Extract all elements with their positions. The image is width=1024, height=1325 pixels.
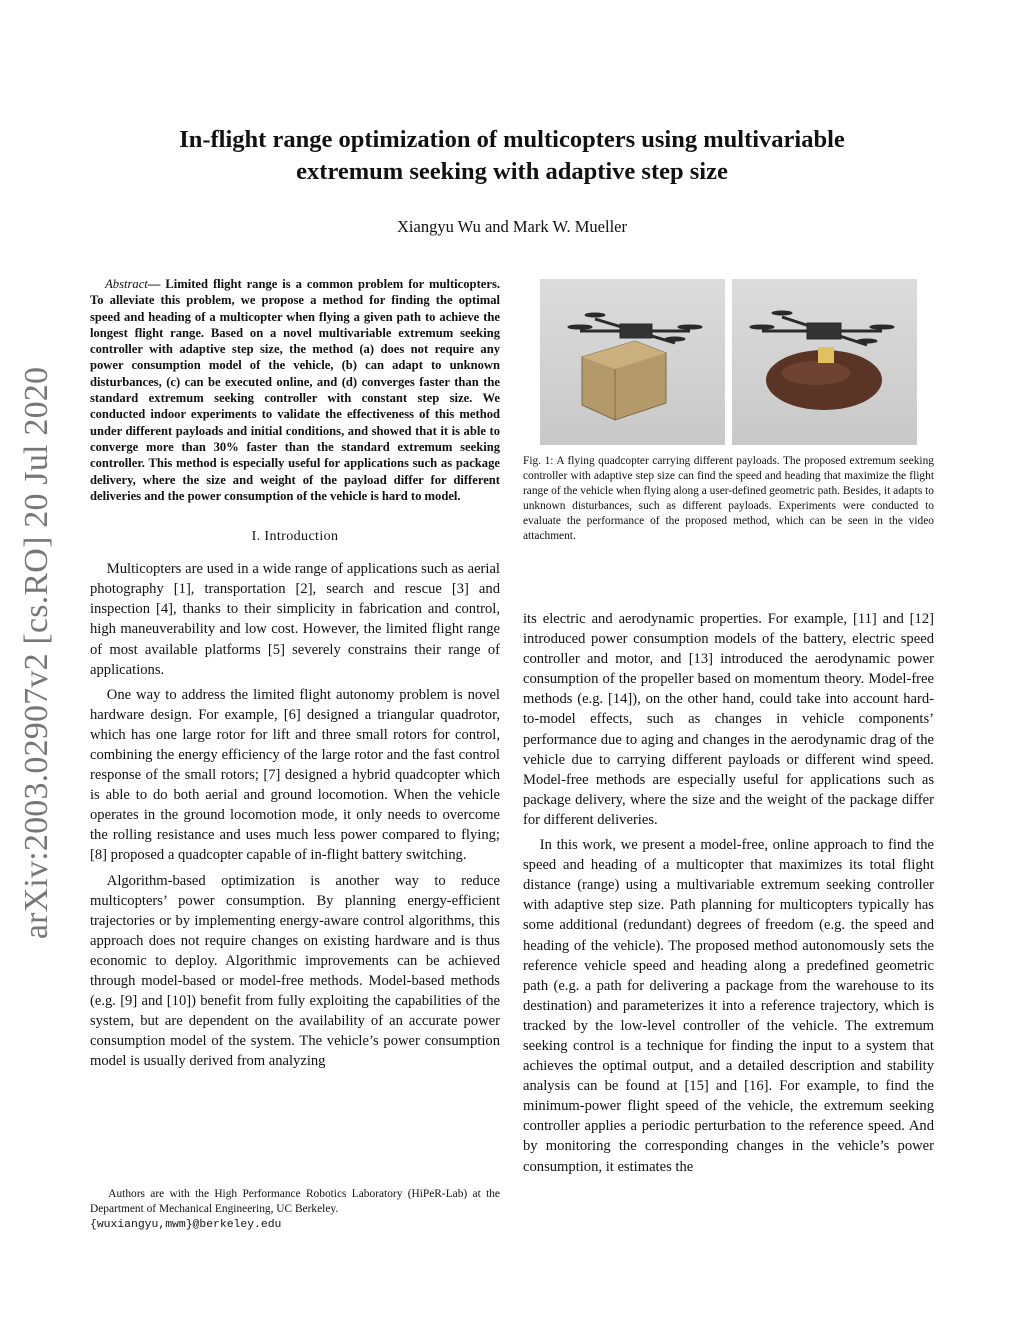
paper-title xyxy=(100,124,924,188)
figure-1 xyxy=(540,279,917,445)
right-paragraph-2: In this work, we present a model-free, online approach to find the speed and heading of a multicopter that maximizes its total flight distance (range) using a multivariable extremum seeking controller with adaptive step size. Path planning for multicopters typically has some additional (redundant) degrees of freedom (e.g. the speed and heading of the vehicle). The proposed method autonomously sets the reference vehicle speed and heading along a predefined geometric path (e.g. a path for delivering a package from the warehouse to its destination) and parameterizes it into a reference trajectory, which is tracked by the low-level controller of the vehicle. The extremum seeking control is a technique for finding the input to a system that achieves the optimal output, and a detailed description and stability analysis can be found at [15] and [16]. For example, to find the minimum-power flight speed of the vehicle, the extremum seeking controller applies a periodic perturbation to the reference speed. And by monitoring the corresponding changes in the vehicle’s power consumption, it estimates the xyxy=(523,837,934,1175)
abstract xyxy=(90,276,500,504)
title-line-1: In-flight range optimization of multicopters using multivariable xyxy=(179,126,845,153)
figure-caption: Fig. 1: A flying quadcopter carrying different payloads. The proposed extremum seeking controller with adaptive step size can find the speed and heading that maximize the flight range of the vehicle when flying along a user-defined geometric path. Besides, it adapts to unknown disturbances, such as different payloads. Experiments were conducted to evaluate the performance of the proposed method, which can be seen in the video attachment. xyxy=(523,455,934,543)
arxiv-id: arXiv:2003.02907v2 [cs.RO] 20 Jul 2020 xyxy=(18,366,55,939)
left-column xyxy=(90,276,500,1077)
abstract-text: — Limited flight range is a common problem for multicopters. To alleviate this problem, we propose a method for finding the optimal speed and heading of a multicopter when flying a given path to achieve the longest flight range. Based on a novel multivariable extremum seeking controller with adaptive step size, the method (a) does not require any power consumption model of the vehicle, (b) can adapt to unknown disturbances, (c) can be executed online, and (d) converges faster than the standard extremum seeking controller with constant step size. We conducted indoor experiments to validate the effectiveness of this method under different payloads and initial conditions, and showed that it is able to converge more than 30% faster than the standard extremum seeking controller. This method is especially useful for applications such as package delivery, where the size and weight of the payload differ for different deliveries and the power consumption of the vehicle is hard to model. xyxy=(90,277,500,503)
right-paragraph-1: its electric and aerodynamic properties. For example, [11] and [12] introduced power consumption models of the battery, electric speed controller and motor, and [13] introduced the aerodynamic power consumption of the propeller based on momentum theory. Model-free methods (e.g. [14]), on the other hand, could take into account hard-to-model effects, such as changes in vehicle components’ performance due to aging and changes in the aerodynamic drag of the vehicle due to carrying different payloads or different wind speed. Model-free methods are especially useful for applications such as package delivery, where the size and the weight of the package differ for different deliveries. xyxy=(523,611,934,828)
section-heading-introduction: I. Introduction xyxy=(251,529,339,545)
title-line-2: extremum seeking with adaptive step size xyxy=(296,158,728,185)
intro-paragraph-1: Multicopters are used in a wide range of applications such as aerial photography [1], transportation [2], search and rescue [3] and inspection [4], thanks to their simplicity in fabrication and control, high maneuverability and low cost. However, the limited flight range of most available platforms [5] severely constrains their range of applications. xyxy=(90,561,500,678)
intro-paragraph-3: Algorithm-based optimization is another way to reduce multicopters’ power consumption. By planning energy-efficient trajectories or by implementing energy-aware control algorithms, this approach does not require changes on existing hardware and is thus economic to deploy. Algorithmic improvements can be achieved through model-based or model-free methods. Model-based methods (e.g. [9] and [10]) benefit from fully exploiting the capabilities of the system, but are dependent on the availability of an accurate power consumption model of the system. The vehicle’s power consumption model is usually derived from analyzing xyxy=(90,872,500,1070)
footnote-text: Authors are with the High Performance Robotics Laboratory (HiPeR-Lab) at the Department of Mechanical Engineering, UC Berkeley. xyxy=(90,1188,500,1215)
quadcopter-box-illustration xyxy=(540,279,725,445)
author-footnote xyxy=(90,1187,500,1233)
intro-paragraph-2: One way to address the limited flight autonomy problem is novel hardware design. For example, [6] designed a triangular quadrotor, which has one large rotor for lift and three small rotors for control, combining the energy efficiency of the large rotor and the fast control response of the small rotors; [7] designed a hybrid quadcopter which is able to do both aerial and ground locomotion. When the vehicle operates in the ground locomotion mode, it only needs to overcome the rolling resistance and uses much less power compared to flying; [8] proposed a quadcopter capable of in-flight battery switching. xyxy=(90,686,500,864)
abstract-label: Abstract xyxy=(105,277,148,291)
photo-quadcopter-football xyxy=(732,279,917,445)
arxiv-stamp xyxy=(17,360,57,945)
footnote-email: {wuxiangyu,mwm}@berkeley.edu xyxy=(90,1219,282,1231)
authors: Xiangyu Wu and Mark W. Mueller xyxy=(397,217,627,236)
right-column xyxy=(523,609,934,1182)
photo-quadcopter-box xyxy=(540,279,725,445)
quadcopter-football-illustration xyxy=(732,279,917,445)
